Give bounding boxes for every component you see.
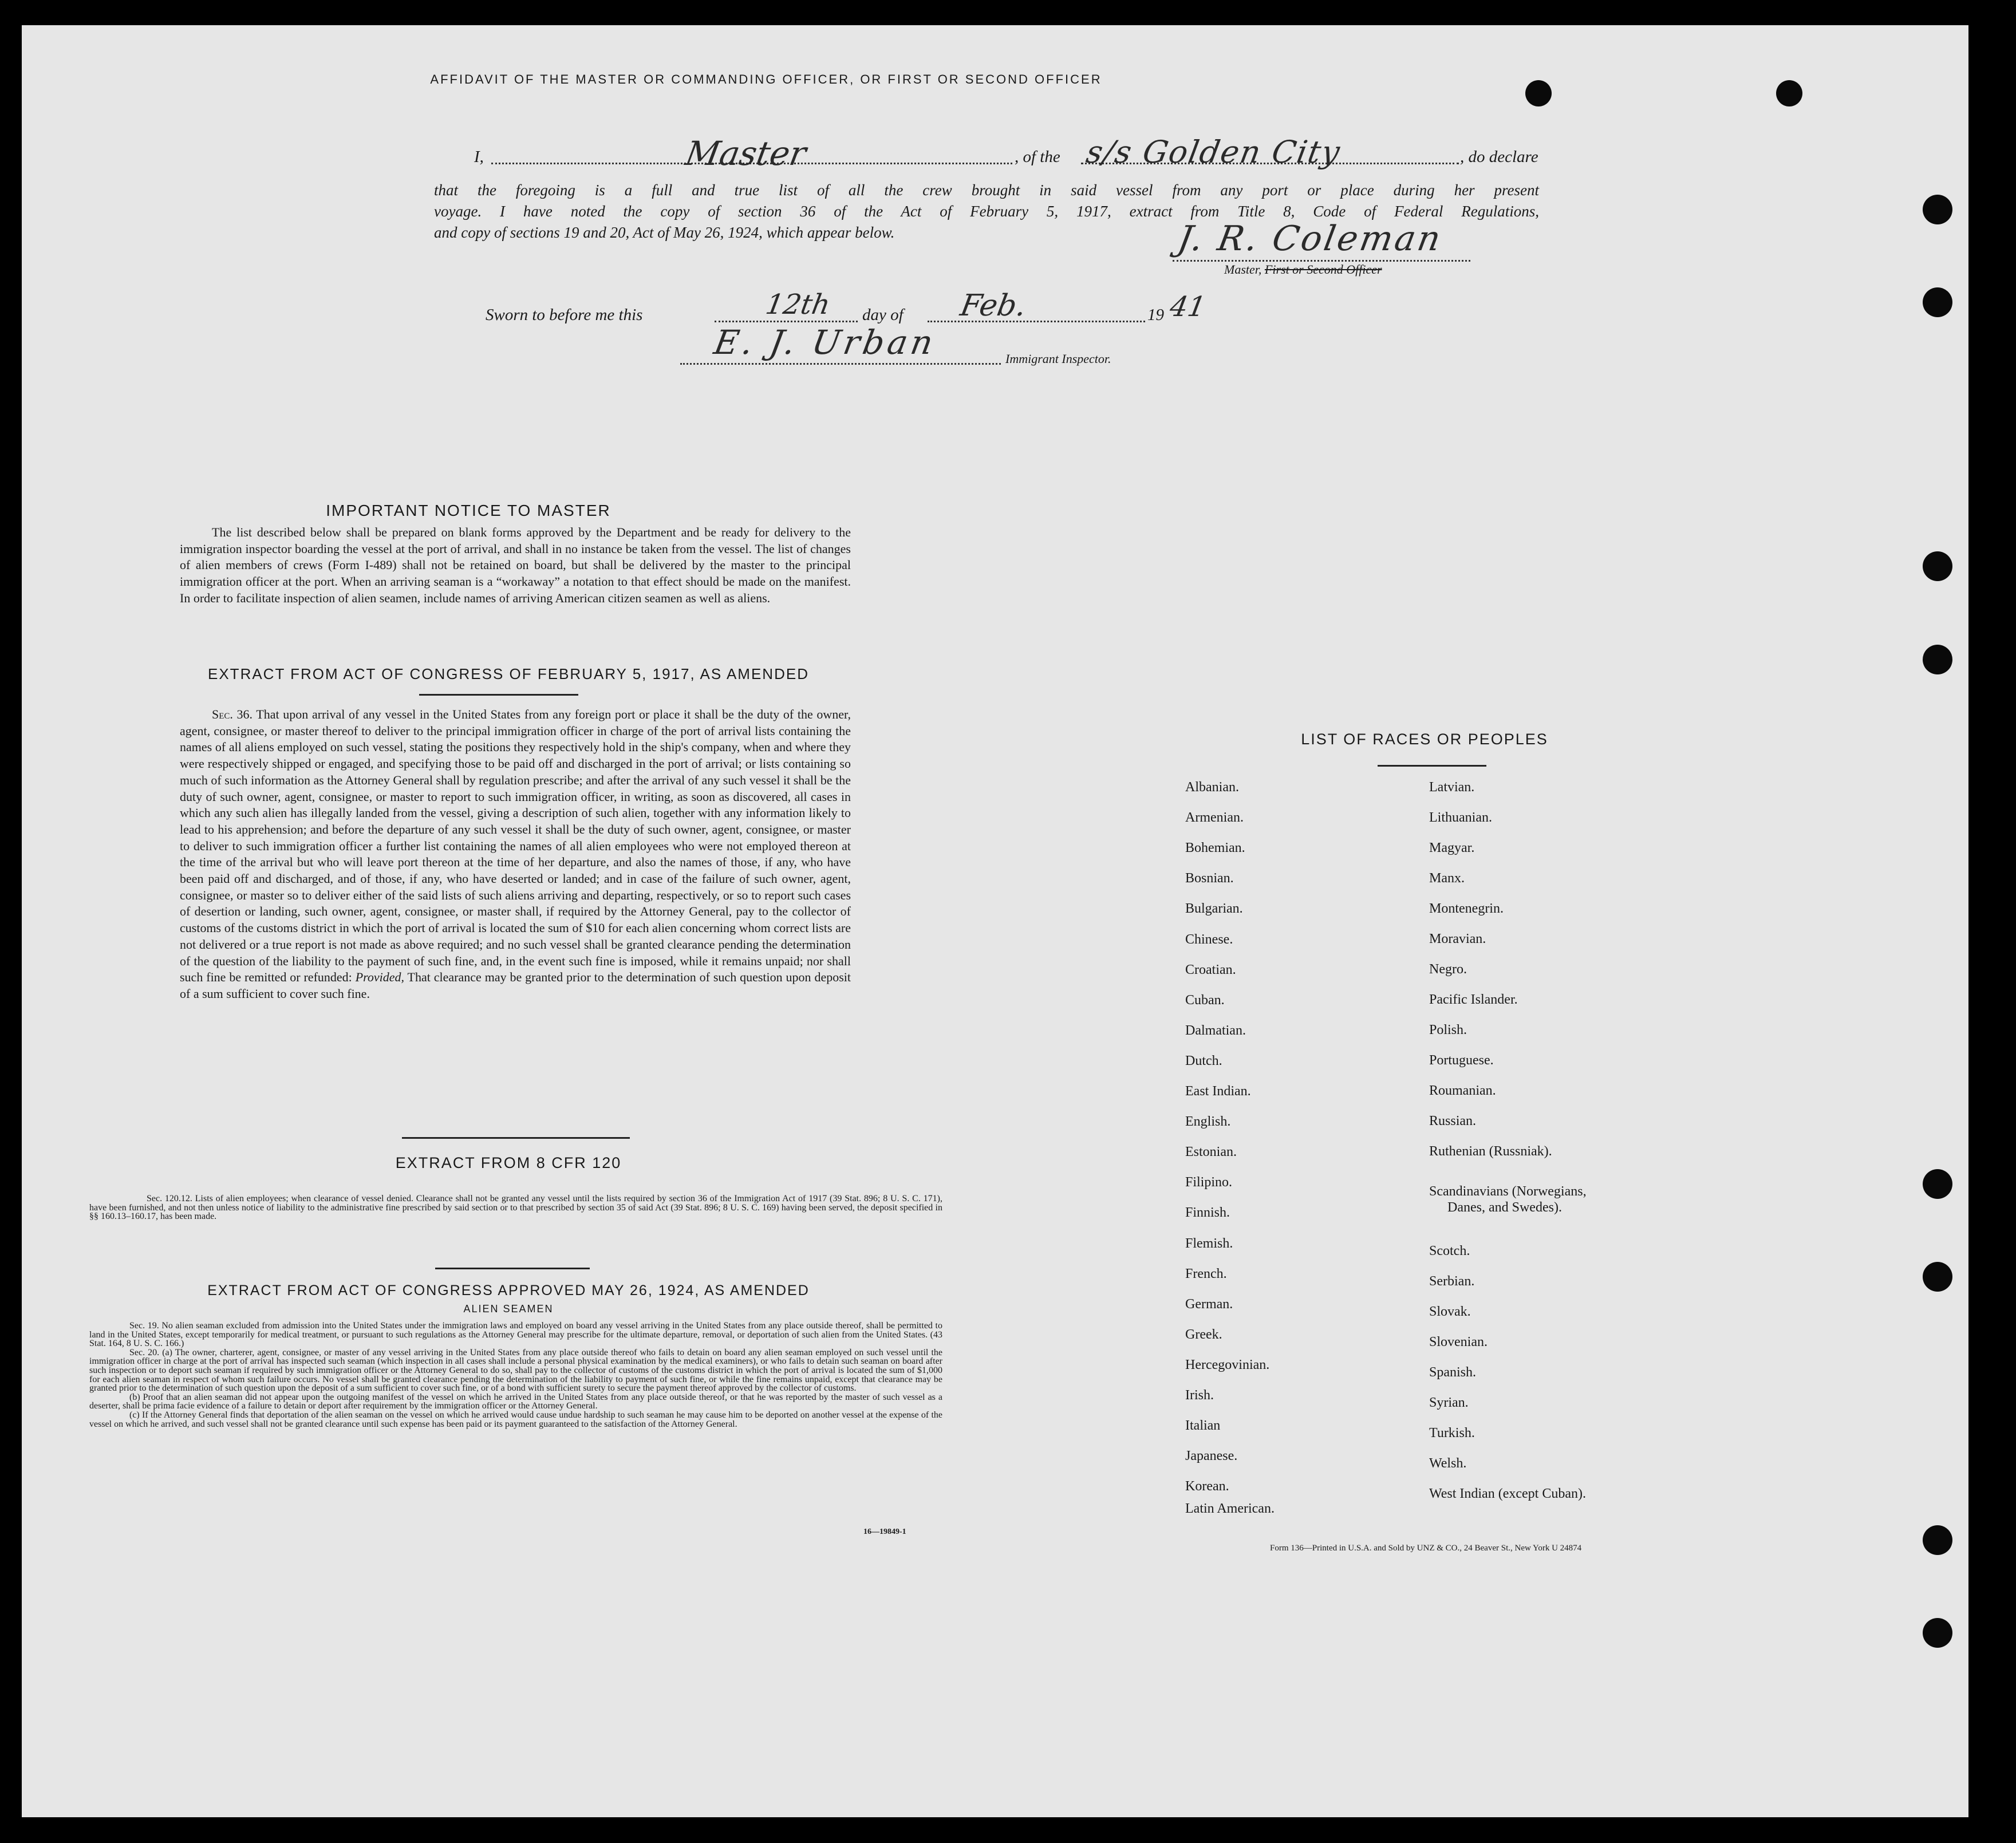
race-entry: Russian. [1429,1114,1477,1128]
race-entry: Roumanian. [1429,1083,1496,1098]
notice-body-text: The list described below shall be prepared on blank forms approved by the Department and be ready for delivery to the immigration inspector boarding the vessel at the port of arrival, and shall in no instance be taken from the vessel. The list of changes of alien members of crews (Form I-489) shall not be retained on board, but shall be delivered by the master to the principal immigration officer at the port. When an arriving seaman is a “workaway” a notation to that effect should be made on the manifest. In order to facilitate inspection of alien seamen, include names of arriving American citizen seamen as well as aliens. [180,525,851,605]
punch-hole [1525,80,1552,106]
divider [1378,765,1486,767]
race-entry: Cuban. [1185,992,1225,1008]
punch-hole [1923,551,1952,581]
day-of-label: day of [862,306,904,324]
race-entry: Slovenian. [1429,1335,1488,1349]
extract-1917-body [180,707,851,1003]
race-entry: Dutch. [1185,1053,1222,1068]
affidavit-declaration-line [474,134,1539,173]
sec-20a-text: Sec. 20. (a) The owner, charterer, agent, consignee, or master of any vessel arriving in the United States from any place outside thereof who fails to detain on board any alien seaman employed on such vessel until the immigration officer in charge at the port of arrival has inspected such seaman (which inspection in all cases shall include a personal physical examination by the medical examiners), or who fails to detain such seaman on board after such inspection or to deport such seaman if required by such immigration officer or the Attorney General to do so, shall pay to the collector of customs of the customs district in which the port of arrival is located the sum of $1,000 for each alien seaman in respect of whom such failure occurs. No vessel shall be granted clearance pending the determination of the liability to payment of such fine, or while the fine remains unpaid, except that clearance may be granted prior to the determination of such question upon the deposit of a sum sufficient to cover such fine, or of a bond with sufficient surety to secure the payment thereof approved by the collector of customs. [89,1347,942,1394]
race-entry: Danes, and Swedes). [1447,1200,1562,1215]
inspector-caption: Immigrant Inspector. [1005,352,1111,366]
form-page [22,25,1968,1817]
punch-hole [1923,287,1952,317]
divider [419,694,578,696]
race-entry: Bohemian. [1185,840,1245,856]
sec-36-text-end: That clearance may be granted prior to the determination of such question upon deposit of a sum sufficient to cover such fine. [180,970,851,1001]
master-signature: J. R. Coleman [1174,219,1446,259]
races-title: LIST OF RACES OR PEOPLES [1301,731,1548,748]
race-entry: Ruthenian (Russniak). [1429,1144,1552,1159]
extract-1924-title: EXTRACT FROM ACT OF CONGRESS APPROVED MAY 26, 1924, AS AMENDED [207,1282,810,1299]
signer-caption-prefix: Master, [1224,262,1265,277]
divider [435,1268,590,1269]
inspector-signature-line [680,363,1001,365]
race-entry: Negro. [1429,962,1467,977]
race-entry: Portuguese. [1429,1053,1494,1068]
sec-36-text: That upon arrival of any vessel in the United States from any foreign port or place it shall be the duty of the owner, agent, consignee, or master thereof to deliver to the principal immigration officer in charge of the port of arrival lists containing the names of all aliens employed on such vessel, stating the positions they respectively hold in the ship's company, when and where they were respectively shipped or engaged, and specifying those to be paid off and discharged in the port of arrival; or lists containing so much of such information as the Attorney General shall by regulation prescribe; and after the arrival of any such vessel it shall be the duty of such owner, agent, consignee, or master to report to such immigration officer, in writing, as soon as discovered, all cases in which any such alien has illegally landed from the vessel, giving a description of such alien, together with any information likely to lead to his apprehension; and before the departure of any such vessel it shall be the duty of such owner, agent, consignee, or master to deliver to such immigration officer a further list containing the names of all alien employees who were not employed thereon at the time of the arrival but who will leave port thereon at the time of her departure, and also the names of those, if any, who have been paid off and discharged, and of those, if any, who have deserted or landed; and in case of the failure of such owner, agent, consignee, or master so to deliver either of the said lists of such aliens arriving and departing, respectively, or so to report such cases of desertion or landing, such owner, agent, consignee, or master shall, if required by the Attorney General, pay to the collector of customs of the customs district in which the port of arrival is located the sum of $10 for each alien concerning whom correct lists are not delivered or a true report is not made as above required; and no such vessel shall be granted clearance pending the determination of the question of the liability to the payment of such fine, and, in the event such fine is imposed, while it remains unpaid; nor shall such fine be remitted or refunded: [180,707,851,985]
race-entry: Scotch. [1429,1244,1470,1258]
extract-1917-title: EXTRACT FROM ACT OF CONGRESS OF FEBRUARY 5, 1917, AS AMENDED [208,665,809,682]
officer-title-handwritten: Master [682,134,810,173]
race-entry: Spanish. [1429,1365,1477,1380]
race-entry: Turkish. [1429,1426,1475,1441]
of-the-label: , of the [1015,148,1060,166]
signer-caption [1224,262,1382,277]
race-entry: Magyar. [1429,840,1475,855]
vessel-name-handwritten: s/s Golden City [1083,134,1344,170]
race-entry: Filipino. [1185,1175,1233,1190]
race-entry: Korean. [1185,1479,1229,1494]
affidavit-body-line: and copy of sections 19 and 20, Act of May 26, 1924, which appear below. [434,224,895,241]
race-entry: Latvian. [1429,780,1475,795]
race-entry: Dalmatian. [1185,1023,1246,1038]
punch-hole [1923,1525,1952,1555]
race-entry: Slovak. [1429,1304,1471,1319]
race-entry: Bosnian. [1185,871,1234,886]
race-entry: Syrian. [1429,1395,1469,1410]
race-entry: Pacific Islander. [1429,992,1518,1007]
race-entry: Estonian. [1185,1145,1237,1160]
form-number: 16—19849-1 [863,1528,906,1536]
cfr-body [89,1194,942,1221]
race-entry: Finnish. [1185,1205,1230,1221]
sec-20c-text: (c) If the Attorney General finds that deportation of the alien seaman on the vessel on which he arrived would cause undue hardship to such seaman he may cause him to be deported on another vessel at the expense of the vessel on which he arrived, and such vessel shall not be granted clearance until such expense has been paid or its payment guaranteed to the satisfaction of the Attorney General. [89,1410,942,1429]
race-entry: Greek. [1185,1327,1222,1342]
notice-body [180,524,851,607]
sworn-day-handwritten: 12th [763,289,833,321]
race-entry: Welsh. [1429,1456,1467,1471]
affidavit-body-line: that the foregoing is a full and true list of all the crew brought in said vessel from any port or place during her present [434,181,1539,199]
cfr-text: Sec. 120.12. Lists of alien employees; when clearance of vessel denied. Clearance shall not be granted any vessel until the lists required by section 36 of the Immigration Act of 1917 (39 Stat. 896; 8 U. S. C. 171), have been furnished, and not then unless notice of liability to the administrative fine prescribed by said section or to that prescribed by section 35 of said Act (39 Stat. 896; 8 U. S. C. 169) having been served, the deposit specified in §§ 160.13–160.17, has been made. [89,1194,942,1222]
race-entry: Lithuanian. [1429,810,1492,825]
signer-caption-struck: First or Second Officer [1264,262,1382,277]
alien-seamen-subtitle: ALIEN SEAMEN [463,1303,554,1315]
race-entry: Italian [1185,1418,1221,1434]
race-entry: English. [1185,1114,1231,1130]
year-prefix: 19 [1147,306,1164,324]
race-entry: Montenegrin. [1429,901,1504,916]
race-entry: German. [1185,1296,1233,1312]
year-handwritten: 41 [1167,291,1209,323]
extract-1924-body [89,1321,942,1428]
i-label: I, [474,148,484,166]
race-entry: Albanian. [1185,780,1239,795]
sworn-label: Sworn to before me this [486,306,643,324]
race-entry: Bulgarian. [1185,901,1243,917]
race-entry: Japanese. [1185,1449,1238,1464]
divider [402,1137,630,1139]
race-entry: Chinese. [1185,932,1233,947]
punch-hole [1776,80,1802,106]
race-entry: Scandinavians (Norwegians, [1429,1184,1587,1199]
affidavit-title: AFFIDAVIT OF THE MASTER OR COMMANDING OFFICER, OR FIRST OR SECOND OFFICER [430,72,1102,86]
sworn-month-handwritten: Feb. [957,289,1029,323]
inspector-signature: E. J. Urban [711,323,940,362]
master-signature-line [1173,260,1470,262]
do-declare-label: , do declare [1460,148,1538,166]
race-entry: East Indian. [1185,1084,1251,1099]
sec-19-text: Sec. 19. No alien seaman excluded from admission into the United States under the immigration laws and employed on board any vessel arriving in the United States from any place outside thereof, shall be permitted to land in the United States, except temporarily for medical treatment, or pursuant to such regulations as the Attorney General may prescribe for the ultimate departure, removal, or deportation of such alien from the United States. (43 Stat. 164, 8 U. S. C. 166.) [89,1321,942,1349]
race-entry: French. [1185,1266,1227,1281]
race-entry: Flemish. [1185,1236,1233,1251]
sec-36-label: Sec. 36. [212,707,253,721]
punch-hole [1923,1618,1952,1648]
race-entry: West Indian (except Cuban). [1429,1486,1586,1501]
race-entry: Irish. [1185,1388,1214,1403]
race-entry: Armenian. [1185,810,1244,826]
race-entry: Manx. [1429,871,1465,886]
punch-hole [1923,1169,1952,1199]
punch-hole [1923,1262,1952,1292]
provided-word: Provided, [355,970,405,985]
race-entry: Latin American. [1185,1501,1275,1516]
race-entry: Serbian. [1429,1274,1475,1289]
printer-footer: Form 136—Printed in U.S.A. and Sold by UNZ & CO., 24 Beaver St., New York U 24874 [1270,1544,1582,1553]
cfr-title: EXTRACT FROM 8 CFR 120 [395,1154,622,1171]
affidavit-body-line: voyage. I have noted the copy of section 36 of the Act of February 5, 1917, extract from Title 8, Code of Federal Regulations, [434,203,1539,220]
race-entry: Hercegovinian. [1185,1357,1270,1372]
race-entry: Moravian. [1429,932,1486,946]
sec-20b-text: (b) Proof that an alien seaman did not appear upon the outgoing manifest of the vessel on which he arrived in the United States from any place outside thereof, or that he was reported by the master of such vessel as a deserter, shall be prima facie evidence of a failure to detain or deport after requirement by the immigration officer or the Attorney General. [89,1392,942,1411]
notice-title: IMPORTANT NOTICE TO MASTER [326,502,611,519]
punch-hole [1923,195,1952,224]
race-entry: Croatian. [1185,962,1236,977]
sworn-day-field [715,321,858,322]
race-entry: Polish. [1429,1023,1467,1037]
punch-hole [1923,645,1952,674]
